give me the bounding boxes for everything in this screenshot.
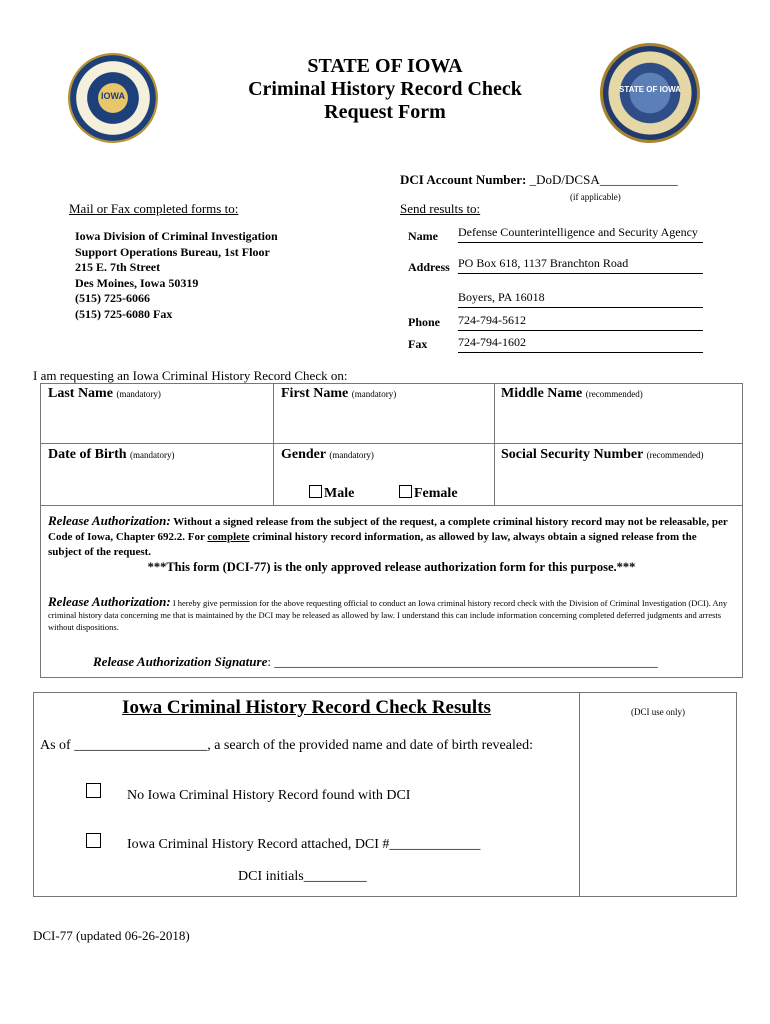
request-intro: I am requesting an Iowa Criminal History Record Check on:	[33, 368, 348, 383]
dob-label	[48, 447, 175, 463]
last-name-input[interactable]	[42, 402, 272, 442]
middle-name-input[interactable]	[495, 402, 741, 442]
release-notice-text-a: Without a signed release from the subject of the request, a complete criminal history record may not be releasable, per Code of Iowa, Chapter 692.2. For	[48, 516, 728, 543]
middle-name-note: (recommended)	[585, 389, 643, 399]
title-state: STATE OF IOWA	[307, 55, 463, 77]
ssn-label	[501, 447, 704, 463]
female-checkbox[interactable]	[399, 485, 412, 498]
first-name-label-text: First Name	[281, 386, 349, 401]
ssn-label-text: Social Security Number	[501, 447, 644, 462]
dob-note: (mandatory)	[130, 450, 175, 460]
dob-label-text: Date of Birth	[48, 447, 127, 462]
subject-info-form	[40, 383, 743, 678]
no-record-label: No Iowa Criminal History Record found with DCI	[127, 788, 411, 803]
gender-label-text: Gender	[281, 447, 326, 462]
record-attached-checkbox[interactable]	[86, 833, 101, 848]
gender-female-option[interactable]	[399, 485, 458, 502]
send-address-field-1[interactable]: PO Box 618, 1137 Branchton Road	[458, 256, 703, 274]
send-name-label: Name	[408, 229, 438, 243]
send-phone-field[interactable]: 724-794-5612	[458, 313, 703, 331]
send-address-label: Address	[408, 260, 450, 274]
grid-line	[579, 693, 580, 896]
state-seal-text: STATE OF IOWA	[619, 85, 681, 94]
release-permission	[48, 596, 736, 633]
no-record-checkbox[interactable]	[86, 783, 101, 798]
male-checkbox[interactable]	[309, 485, 322, 498]
send-heading-text: Send results to:	[400, 201, 481, 216]
release-notice	[48, 513, 728, 560]
mail-heading-text: Mail or Fax completed forms to:	[69, 201, 239, 216]
mail-line: (515) 725-6066	[75, 291, 150, 305]
signature-row	[93, 654, 658, 670]
dob-input[interactable]	[42, 464, 272, 504]
ssn-input[interactable]	[495, 464, 741, 504]
signature-line[interactable]: : ___________________________________________________________	[267, 654, 658, 669]
results-box	[33, 692, 737, 897]
send-address-field-2[interactable]: Boyers, PA 16018	[458, 290, 703, 308]
send-name-field[interactable]: Defense Counterintelligence and Security Agency	[458, 225, 703, 243]
release-form-note: ***This form (DCI-77) is the only approved release authorization form for this purpose.***	[147, 560, 636, 574]
release-notice-heading: Release Authorization:	[48, 513, 171, 528]
middle-name-label-text: Middle Name	[501, 386, 583, 401]
account-number-label: DCI Account Number:	[400, 172, 527, 187]
grid-line	[273, 443, 274, 505]
account-number-field[interactable]: _DoD/DCSA____________	[529, 172, 678, 187]
ssn-note: (recommended)	[646, 450, 704, 460]
gender-label	[281, 447, 374, 463]
release-permission-text: I hereby give permission for the above requesting official to conduct an Iowa criminal history record check with the Division of Criminal Investigation (DCI). Any criminal history data concerning me that is maintained by the DCI may be released as allowed by law. I understand this can include information concerning completed deferred judgments and arrests without dispositions.	[48, 598, 728, 632]
gender-note: (mandatory)	[329, 450, 374, 460]
signature-label: Release Authorization Signature	[93, 654, 268, 669]
as-of-line: As of ___________________, a search of the provided name and date of birth revealed:	[40, 738, 533, 753]
last-name-label	[48, 386, 161, 402]
mail-line: Iowa Division of Criminal Investigation	[75, 229, 278, 243]
last-name-note: (mandatory)	[116, 389, 161, 399]
mail-line: (515) 725-6080 Fax	[75, 306, 173, 321]
release-notice-text-underlined: complete	[207, 531, 250, 543]
form-number-footer: DCI-77 (updated 06-26-2018)	[33, 928, 190, 943]
send-fax-label: Fax	[408, 337, 428, 351]
first-name-note: (mandatory)	[351, 389, 397, 399]
grid-line	[41, 443, 742, 444]
send-phone-label: Phone	[408, 315, 441, 329]
title-form: Criminal History Record Check	[248, 78, 522, 100]
title-form-sub: Request Form	[324, 101, 446, 123]
release-permission-heading: Release Authorization:	[48, 594, 171, 609]
mail-heading	[69, 201, 238, 217]
grid-line	[41, 505, 742, 506]
gender-male-option[interactable]	[309, 485, 354, 502]
release-notice-text-b: criminal history record information, as allowed by law, always obtain a signed release from the subject of the request.	[48, 531, 697, 558]
mail-line: Des Moines, Iowa 50319	[75, 275, 199, 290]
mail-line: Support Operations Bureau, 1st Floor	[75, 244, 270, 259]
account-number-row	[400, 172, 678, 188]
send-fax-field[interactable]: 724-794-1602	[458, 335, 703, 353]
account-note: (if applicable)	[570, 192, 621, 202]
middle-name-label	[501, 386, 643, 402]
department-seal-text: IOWA	[101, 91, 125, 101]
first-name-label	[281, 386, 396, 402]
mail-line: 215 E. 7th Street	[75, 260, 161, 274]
results-title: Iowa Criminal History Record Check Results	[122, 697, 491, 718]
mail-address-block	[75, 229, 278, 322]
last-name-label-text: Last Name	[48, 386, 113, 401]
female-label: Female	[414, 486, 458, 501]
dci-initials: DCI initials_________	[238, 869, 367, 884]
send-heading	[400, 201, 480, 217]
record-attached-label: Iowa Criminal History Record attached, DCI #_____________	[127, 837, 481, 852]
male-label: Male	[324, 486, 355, 501]
first-name-input[interactable]	[274, 402, 493, 442]
dci-use-only-note: (DCI use only)	[631, 707, 685, 717]
